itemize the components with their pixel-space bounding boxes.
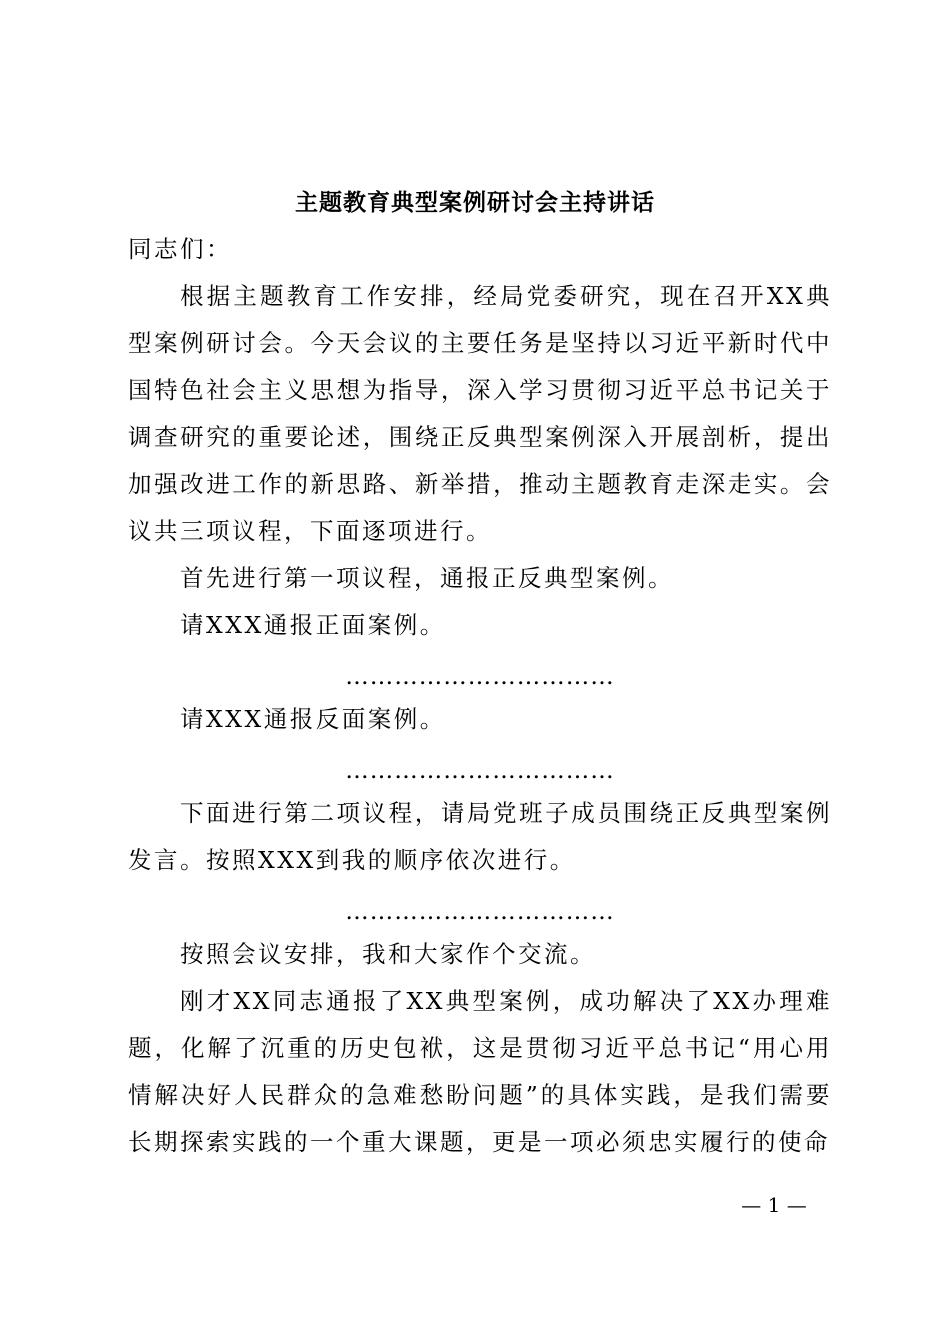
paragraph-positive-case: 请XXX通报正面案例。: [180, 611, 446, 639]
paragraph-agenda-one: 首先进行第一项议程，通报正反典型案例。: [180, 564, 674, 592]
document-title: 主题教育典型案例研讨会主持讲话: [295, 189, 655, 216]
paragraph-agenda-two: 下面进行第二项议程，请局党班子成员围绕正反典型案例发言。按照XXX到我的顺序依次进行。: [128, 799, 832, 874]
paragraph-case-review: 刚才XX同志通报了XX典型案例，成功解决了XX办理难题，化解了沉重的历史包袱，这是贯彻习近平总书记“用心用情解决好人民群众的急难愁盼问题”的具体实践，是我们需要长期探索实践的一个重大课题，更是一项必须忠实履行的使命: [128, 987, 832, 1156]
salutation: 同志们：: [128, 235, 232, 263]
paragraph-negative-case: 请XXX通报反面案例。: [180, 705, 446, 733]
document-body: [128, 226, 832, 1166]
paragraph-exchange: 按照会议安排，我和大家作个交流。: [180, 940, 596, 968]
ellipsis-separator: ……………………………: [345, 662, 615, 690]
page-number: — 1 —: [741, 1193, 807, 1217]
ellipsis-separator: ……………………………: [345, 897, 615, 925]
paragraph-opening: 根据主题教育工作安排，经局党委研究，现在召开XX典型案例研讨会。今天会议的主要任务是坚持以习近平新时代中国特色社会主义思想为指导，深入学习贯彻习近平总书记关于调查研究的重要论述，围绕正反典型案例深入开展剖析，提出加强改进工作的新思路、新举措，推动主题教育走深走实。会议共三项议程，下面逐项进行。: [128, 282, 832, 545]
ellipsis-separator: ……………………………: [345, 756, 615, 784]
